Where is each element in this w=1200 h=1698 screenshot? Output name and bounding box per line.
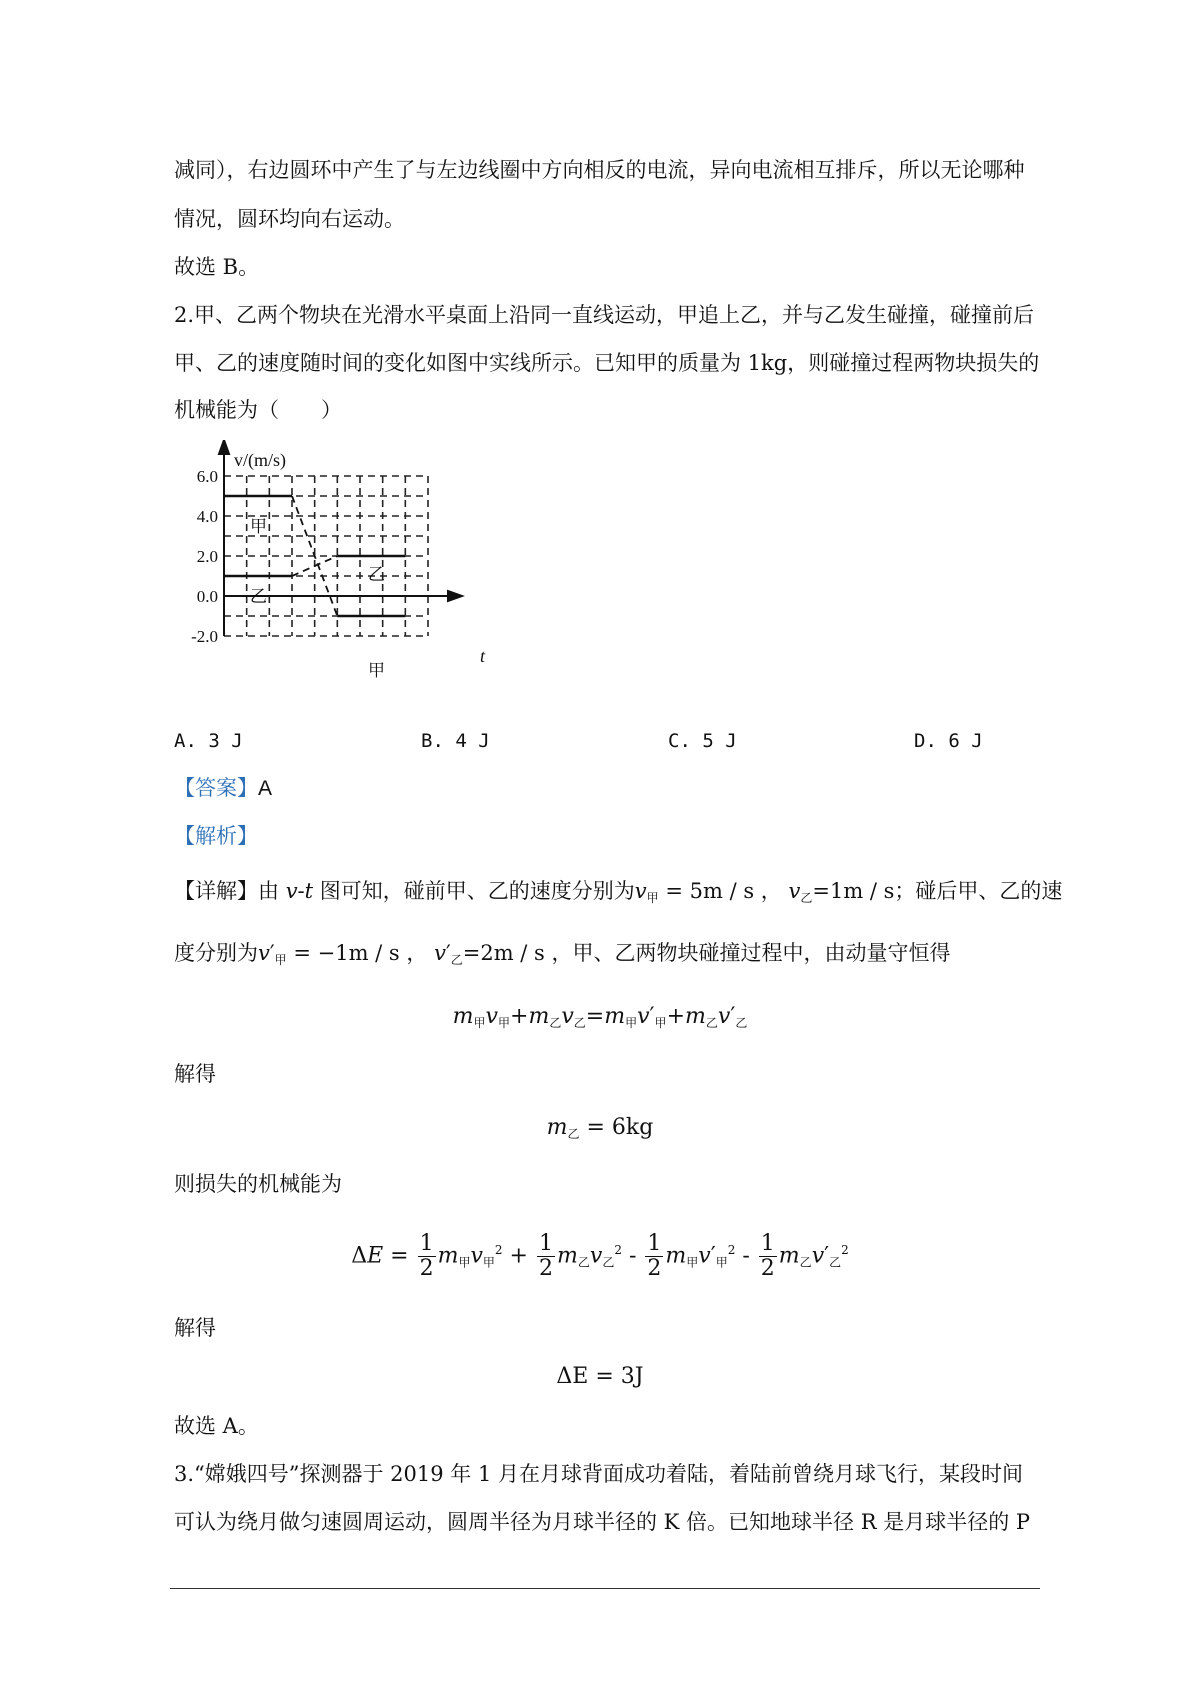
vt-chart — [190, 440, 520, 700]
detail-line-1: 【详解】由 v-t 图可知，碰前甲、乙的速度分别为$v_甲 = 5m / s$ ， $v_乙=1m / s$；碰后甲、乙的速 — [174, 879, 1063, 905]
x-axis-arrow — [448, 591, 462, 601]
analysis-tag: 【解析】 — [174, 824, 258, 848]
detail-text: 度分别为 — [174, 941, 258, 965]
mass-result: $m_乙 = 6kg$ — [546, 1115, 654, 1141]
option-d: D. 6 J — [914, 730, 983, 752]
answer-line — [174, 774, 272, 803]
text-line: 减同），右边圆环中产生了与左边线圈中方向相反的电流，异向电流相互排斥，所以无论哪种 — [174, 158, 1025, 182]
footer-rule — [170, 1588, 1040, 1589]
y-tick-label: -2.0 — [191, 627, 218, 646]
option-c: C. 5 J — [668, 730, 737, 752]
detail-text: =1m / s；碰后甲、乙的速 — [812, 879, 1063, 903]
question-2-line: 甲、乙的速度随时间的变化如图中实线所示。已知甲的质量为 1kg，则碰撞过程两物块损失的 — [174, 351, 1040, 375]
text-line: 故选 B。 — [174, 255, 260, 279]
answer-tag: 【答案】 — [174, 776, 258, 800]
y-axis-arrow — [219, 440, 229, 454]
analysis-line — [174, 822, 258, 850]
detail-text: = 5m / s ， — [658, 879, 782, 903]
option-a: A. 3 J — [174, 730, 243, 752]
detail-text: 由 — [258, 879, 286, 903]
answer-value: A — [258, 777, 273, 800]
momentum-equation: $m_甲v_甲+m_乙v_乙=m_甲v'_甲+m_乙v'_乙$ — [452, 1004, 748, 1030]
energy-result: ΔE = 3J — [556, 1364, 644, 1389]
option-b: B. 4 J — [421, 730, 490, 752]
mass-value: = 6kg — [579, 1115, 654, 1140]
vt-text: v-t — [285, 879, 314, 903]
text-line: 则损失的机械能为 — [174, 1172, 342, 1196]
label-yi-after: 乙 — [368, 565, 385, 585]
y-tick-label: 0.0 — [196, 587, 218, 606]
question-2-line: 2.甲、乙两个物块在光滑水平桌面上沿同一直线运动，甲追上乙，并与乙发生碰撞，碰撞前后 — [174, 303, 1035, 327]
detail-text: 图可知，碰前甲、乙的速度分别为 — [313, 879, 635, 903]
detail-tag: 【详解】 — [174, 879, 258, 903]
y-tick-label: 4.0 — [196, 507, 218, 526]
text-line: 解得 — [174, 1062, 216, 1086]
question-3-line: 3.“嫦娥四号”探测器于 2019 年 1 月在月球背面成功着陆，着陆前曾绕月球飞行，某段时间 — [174, 1462, 1024, 1486]
detail-text: =2m / s ，甲、乙两物块碰撞过程中，由动量守恒得 — [462, 941, 951, 965]
conclusion-line: 故选 A。 — [174, 1414, 259, 1438]
y-tick-label: 6.0 — [196, 467, 218, 486]
label-jia-before: 甲 — [250, 517, 267, 537]
question-2-line: 机械能为（ ） — [174, 398, 342, 422]
question-3-line: 可认为绕月做匀速圆周运动，圆周半径为月球半径的 K 倍。已知地球半径 R 是月球半径的 P — [174, 1510, 1031, 1534]
y-axis-label: v/(m/s) — [234, 450, 286, 470]
x-axis-label: t — [480, 646, 486, 666]
detail-line-2: 度分别为$v'_甲 = -1m / s$ ， $v'_乙=2m / s$ ，甲、乙两物块碰撞过程中，由动量守恒得 — [174, 941, 951, 967]
detail-text: = −1m / s ， — [286, 941, 428, 965]
label-jia-after: 甲 — [368, 661, 385, 681]
text-line: 情况，圆环均向右运动。 — [174, 207, 405, 231]
energy-equation: ΔE = $\frac{1}{2}$ $m_甲v_甲^2$ + $\frac{1}{2}$ $m_乙v_乙^2$ - $\frac{1}{2}$ $m_甲v'_甲^2$ - $\frac{1}{2}$ $m_乙v'_乙^2$ — [351, 1230, 849, 1281]
y-tick-label: 2.0 — [196, 547, 218, 566]
label-yi-before: 乙 — [250, 587, 267, 607]
text-line: 解得 — [174, 1316, 216, 1340]
